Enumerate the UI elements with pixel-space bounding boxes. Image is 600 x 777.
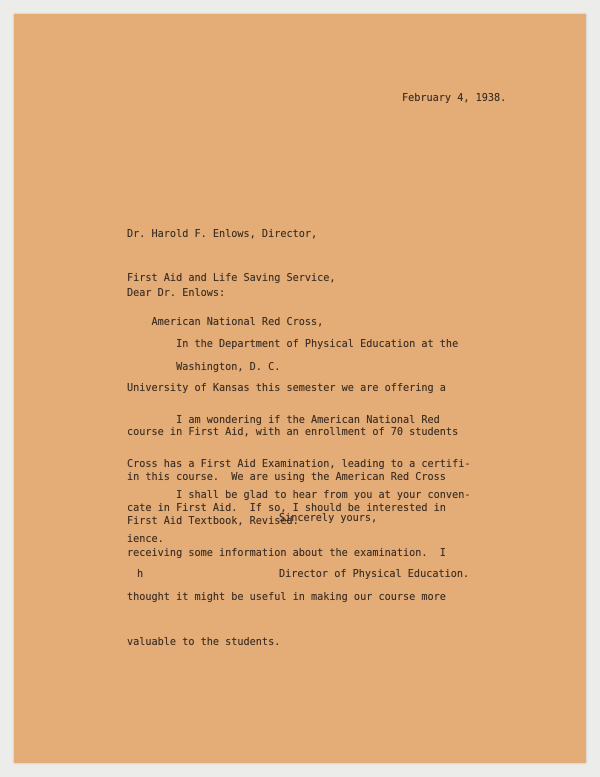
signature-title: Director of Physical Education. — [279, 569, 470, 580]
paragraph-line: in this course. We are using the American Red Cross — [127, 471, 446, 483]
paragraph-line: valuable to the students. — [127, 636, 281, 648]
paragraph-line: First Aid Textbook, Revised. — [127, 516, 299, 528]
typist-initials: h — [137, 569, 144, 580]
paragraph-line: thought it might be useful in making our course more — [127, 592, 446, 604]
paragraph-line: University of Kansas this semester we are offering a — [127, 382, 446, 394]
closing: Sincerely yours, — [279, 513, 378, 524]
addressee-line: Washington, D. C. — [127, 361, 281, 373]
body-paragraph-3 — [127, 459, 470, 563]
paragraph-line: receiving some information about the examination. I — [127, 547, 446, 559]
paragraph-line: I am wondering if the American National Red — [127, 414, 440, 426]
paragraph-line: Cross has a First Aid Examination, leading to a certifi- — [127, 458, 471, 470]
paragraph-line: cate in First Aid. If so, I should be interested in — [127, 503, 446, 515]
paragraph-line: course in First Aid, with an enrollment of 70 students — [127, 427, 459, 439]
paragraph-line: I shall be glad to hear from you at your conven- — [127, 489, 471, 501]
addressee-line: American National Red Cross, — [127, 317, 324, 329]
addressee-line: Dr. Harold F. Enlows, Director, — [127, 228, 318, 240]
letter-date: February 4, 1938. — [402, 93, 507, 104]
addressee-line: First Aid and Life Saving Service, — [127, 272, 336, 284]
paragraph-line: ience. — [127, 533, 164, 545]
salutation: Dear Dr. Enlows: — [127, 288, 226, 299]
paragraph-line: In the Department of Physical Education at the — [127, 338, 459, 350]
